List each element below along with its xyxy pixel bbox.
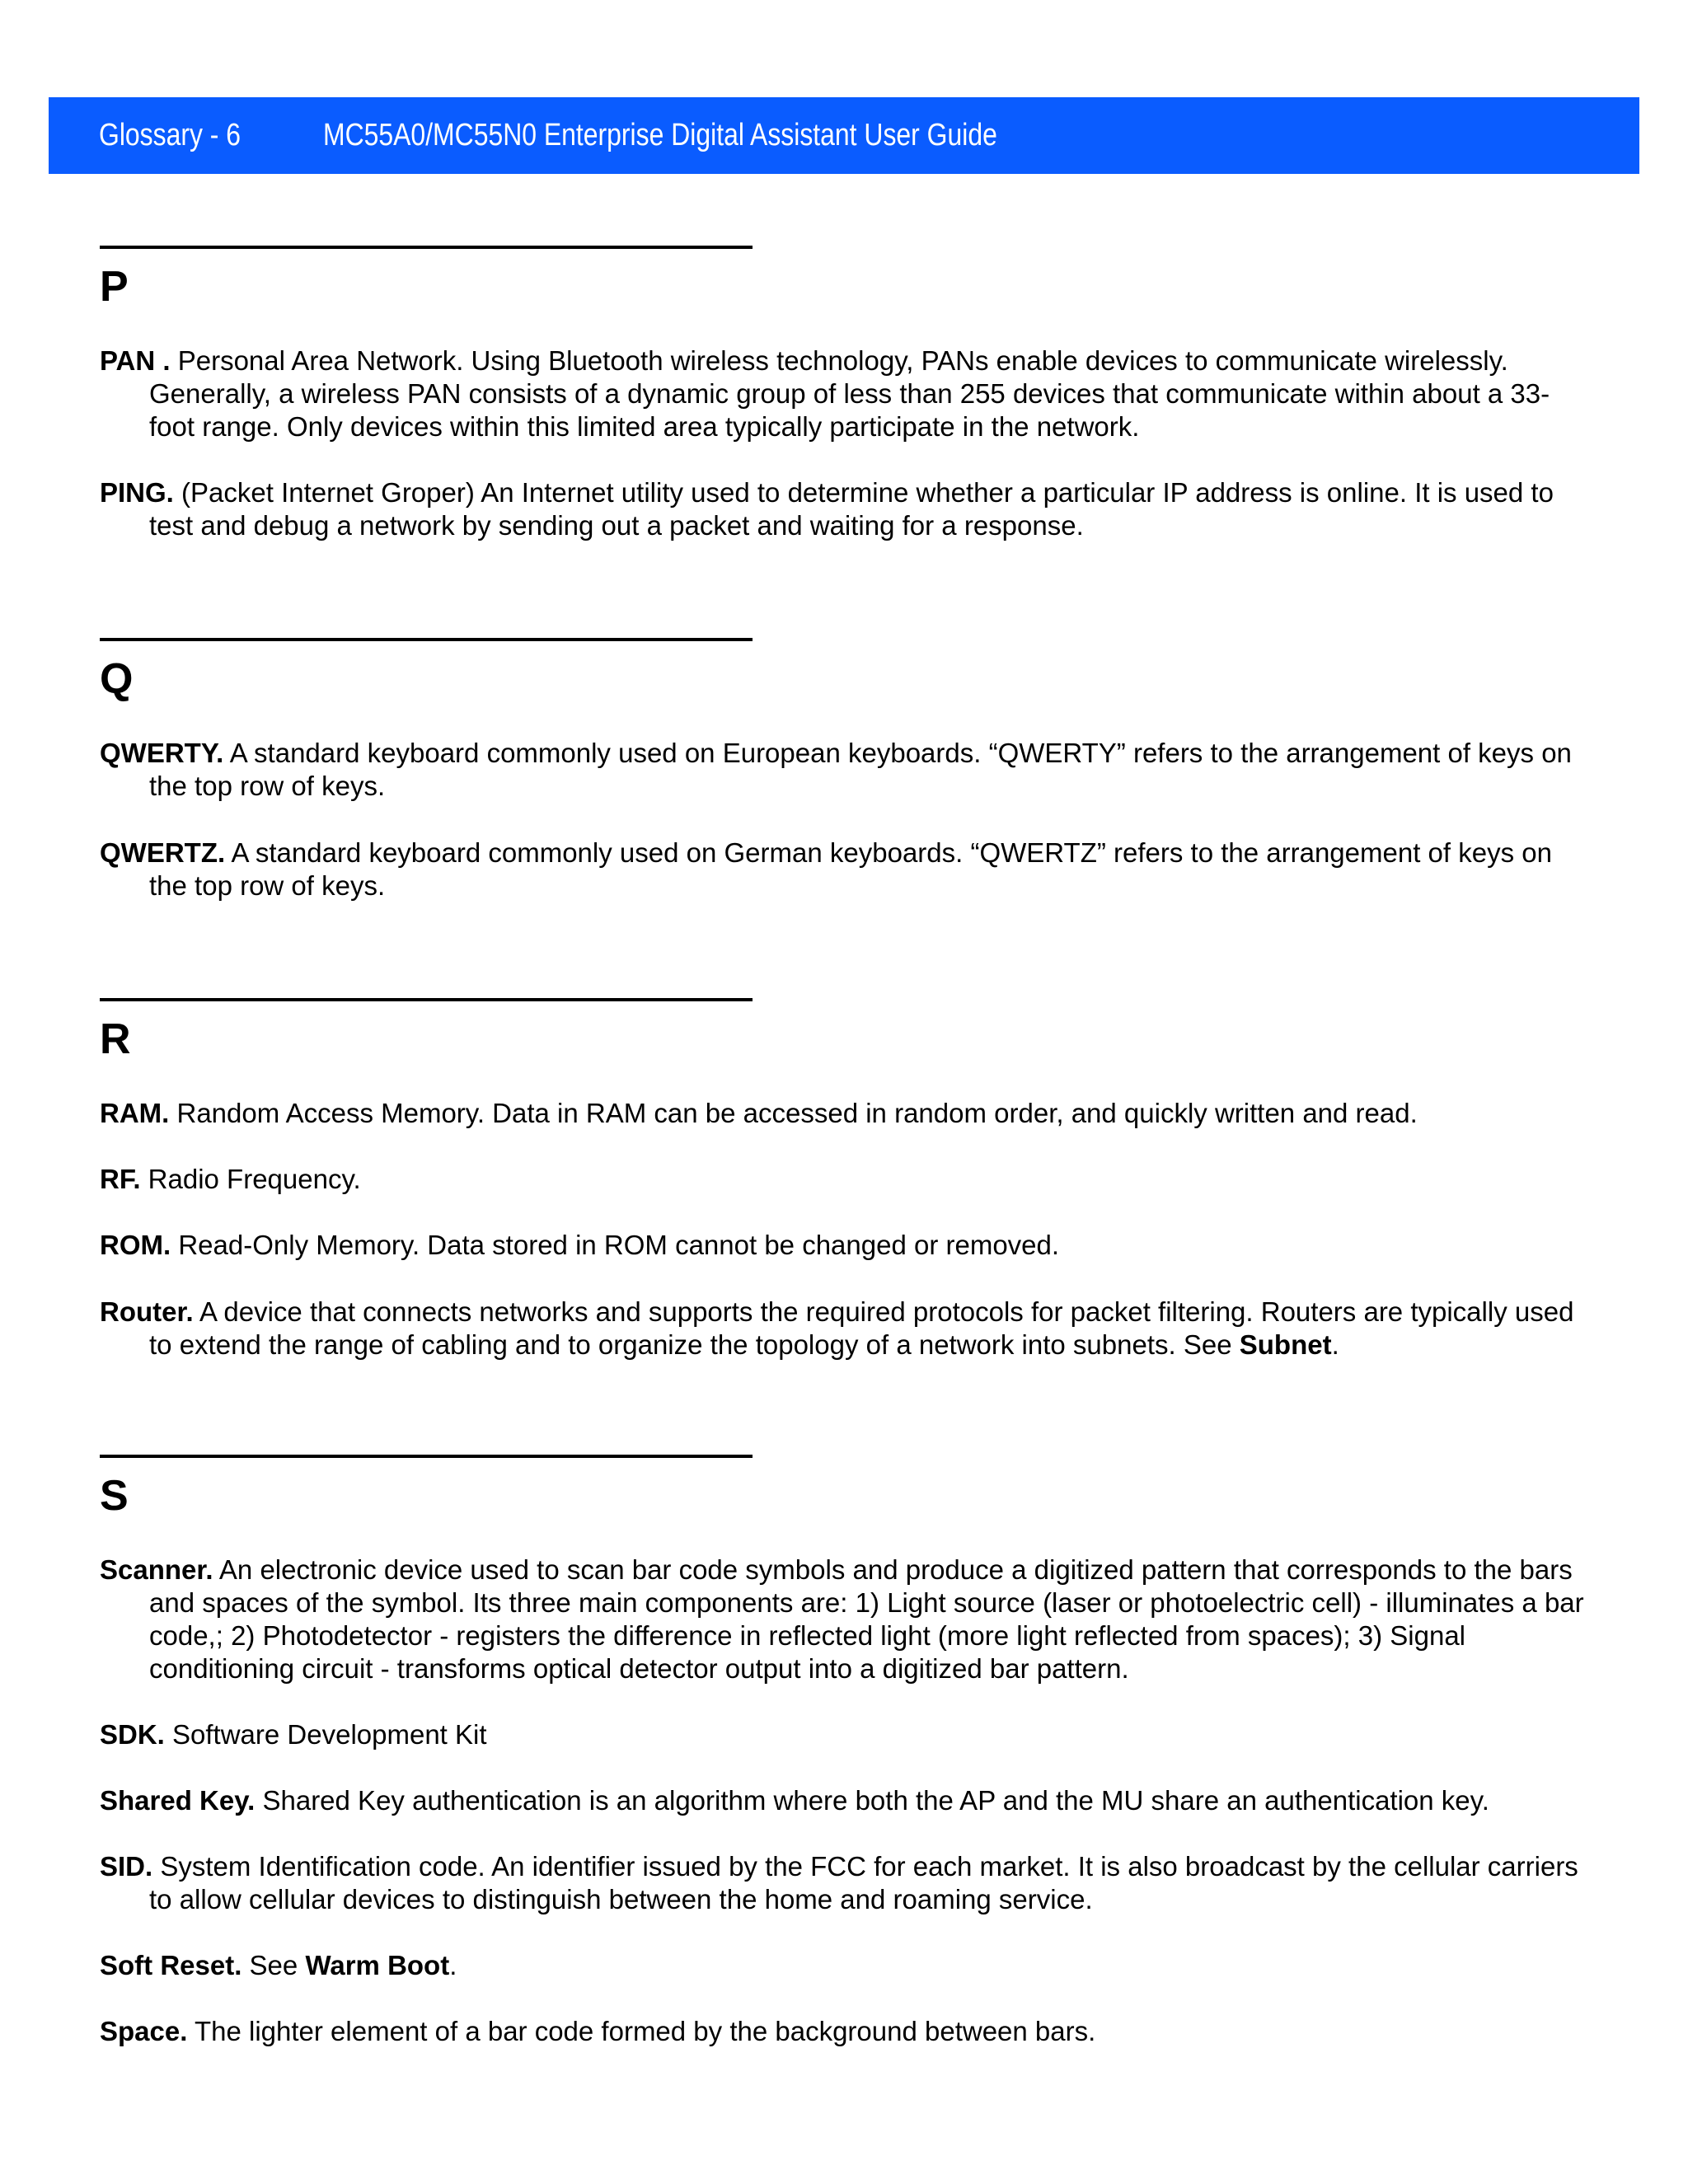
glossary-definition: Radio Frequency. [140,1164,361,1194]
glossary-term: PAN . [100,345,171,376]
glossary-term: SDK. [100,1719,165,1750]
glossary-entry-shared-key [100,1784,1592,1817]
section-letter: Q [100,655,134,703]
glossary-term: QWERTY. [100,738,224,768]
section-s [100,1455,1542,1520]
glossary-definition: Shared Key authentication is an algorithm where both the AP and the MU share an authentication key. [255,1785,1489,1816]
glossary-term: QWERTZ. [100,837,226,868]
glossary-term: Scanner. [100,1554,213,1585]
glossary-definition: An electronic device used to scan bar code symbols and produce a digitized pattern that corresponds to the bars and spaces of the symbol. Its three main components are: 1) Light source (laser or photoelectric cell) - illuminates a bar code,; 2) Photodetector - registers the difference in reflected light (more light reflected from spaces); 3) Signal conditioning circuit - transforms optical detector output into a digitized bar pattern. [149,1554,1584,1684]
glossary-entry-router [100,1296,1592,1361]
cross-reference-subnet: Subnet [1239,1329,1332,1360]
section-letter: P [100,263,129,311]
glossary-definition: Personal Area Network. Using Bluetooth wireless technology, PANs enable devices to communicate wirelessly. Generally, a wireless PAN consists of a dynamic group of less than 255 devices that communicate within about a 33-foot range. Only devices within this limited area typically participate in the network. [149,345,1550,442]
glossary-entry-ping [100,476,1592,542]
header-page-number: Glossary - 6 [99,118,241,152]
glossary-entry-pan [100,344,1592,443]
glossary-entry-ram [100,1097,1592,1130]
glossary-entry-rom [100,1229,1592,1262]
glossary-definition: Random Access Memory. Data in RAM can be accessed in random order, and quickly written and read. [169,1098,1418,1128]
glossary-term: Space. [100,2016,188,2046]
glossary-term: Soft Reset. [100,1950,242,1980]
page-header [49,97,1639,174]
section-divider [100,1455,753,1458]
section-letter: S [100,1472,129,1520]
section-divider [100,638,753,641]
glossary-term: PING. [100,477,174,508]
glossary-definition-tail: . [1331,1329,1339,1360]
glossary-entry-qwerty [100,737,1592,803]
section-divider [100,246,753,249]
cross-reference-warm-boot: Warm Boot [305,1950,450,1980]
section-divider [100,998,753,1001]
glossary-term: Router. [100,1296,194,1327]
glossary-definition: (Packet Internet Groper) An Internet utility used to determine whether a particular IP address is online. It is used to test and debug a network by sending out a packet and waiting for a response. [149,477,1554,541]
glossary-term: ROM. [100,1230,171,1260]
glossary-term: RF. [100,1164,141,1194]
glossary-definition: Read-Only Memory. Data stored in ROM cannot be changed or removed. [171,1230,1060,1260]
glossary-entry-scanner [100,1554,1592,1685]
glossary-definition: A device that connects networks and supports the required protocols for packet filtering. Routers are typically used to extend the range of cabling and to organize the topology of a network into subnets. See [149,1296,1574,1360]
glossary-definition: Software Development Kit [164,1719,487,1750]
glossary-entry-qwertz [100,837,1592,902]
glossary-term: SID. [100,1851,153,1882]
glossary-definition: A standard keyboard commonly used on German keyboards. “QWERTZ” refers to the arrangement of keys on the top row of keys. [149,837,1552,901]
glossary-entry-space [100,2015,1592,2048]
header-document-title: MC55A0/MC55N0 Enterprise Digital Assistant User Guide [323,118,997,152]
glossary-definition: See [241,1950,306,1980]
glossary-entry-rf [100,1163,1592,1196]
glossary-entry-sdk [100,1718,1592,1751]
section-p [100,246,1542,311]
glossary-entry-sid [100,1850,1592,1916]
glossary-term: RAM. [100,1098,170,1128]
glossary-definition: System Identification code. An identifier issued by the FCC for each market. It is also broadcast by the cellular carriers to allow cellular devices to distinguish between the home and roaming service. [149,1851,1578,1915]
glossary-definition: A standard keyboard commonly used on European keyboards. “QWERTY” refers to the arrangement of keys on the top row of keys. [149,738,1572,801]
section-letter: R [100,1015,131,1063]
glossary-entry-soft-reset [100,1949,1592,1982]
section-r [100,998,1542,1061]
glossary-definition-tail: . [449,1950,457,1980]
section-q [100,638,1542,701]
glossary-term: Shared Key. [100,1785,256,1816]
glossary-definition: The lighter element of a bar code formed by the background between bars. [187,2016,1096,2046]
